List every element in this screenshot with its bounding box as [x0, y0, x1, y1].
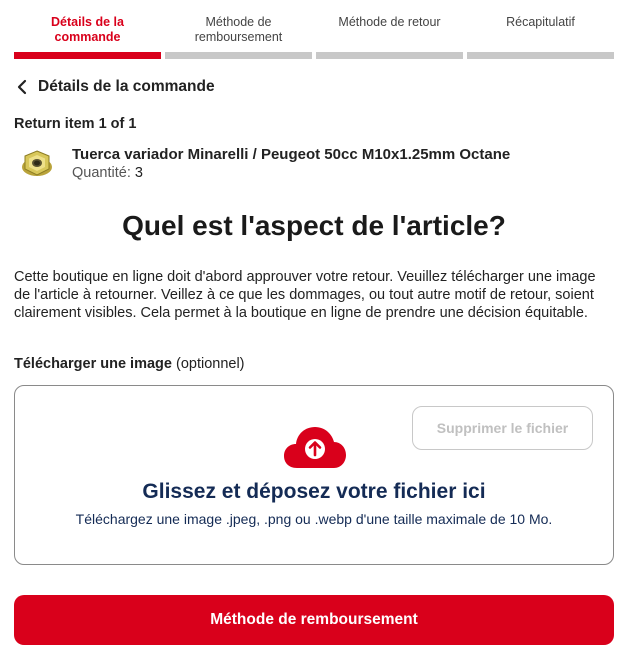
- return-item-count: Return item 1 of 1: [14, 116, 137, 132]
- quantity-value: 3: [134, 165, 143, 181]
- back-label: Détails de la commande: [38, 78, 215, 95]
- quantity-label: Quantité:: [72, 165, 131, 181]
- step-label: Détails de la commande: [51, 15, 124, 44]
- back-link[interactable]: [16, 78, 215, 96]
- step-bar: [467, 52, 614, 59]
- step-bar: [165, 52, 312, 59]
- upload-title-label: Télécharger une image: [14, 356, 172, 372]
- upload-title: [14, 356, 245, 372]
- file-dropzone[interactable]: [14, 385, 614, 565]
- step-label: Méthode de remboursement: [194, 15, 283, 44]
- step-refund-method[interactable]: [165, 0, 312, 60]
- step-order-details[interactable]: [14, 0, 161, 60]
- step-bar: [316, 52, 463, 59]
- dropzone-hint: Téléchargez une image .jpeg, .png ou .webp d'une taille maximale de 10 Mo.: [75, 511, 553, 527]
- product-thumbnail: [20, 147, 54, 181]
- instructions-text: Cette boutique en ligne doit d'abord approuver votre retour. Veuillez télécharger une image de l'article à retourner. Veillez à ce que les dommages, ou tout autre motif de retour, soient clairement visibles. Cela permet à la boutique en ligne de prendre une décision équitable.: [14, 269, 596, 321]
- upload-optional-label: (optionnel): [175, 356, 245, 372]
- product-quantity: [72, 164, 510, 182]
- chevron-left-icon: [16, 79, 28, 95]
- step-label: Récapitulatif: [506, 15, 575, 29]
- step-return-method[interactable]: [316, 0, 463, 60]
- product-name: Tuerca variador Minarelli / Peugeot 50cc M10x1.25mm Octane: [72, 146, 511, 163]
- progress-steps: [14, 0, 614, 60]
- step-label: Méthode de retour: [338, 15, 441, 29]
- refund-method-button[interactable]: Méthode de remboursement: [14, 595, 614, 645]
- step-summary[interactable]: [467, 0, 614, 60]
- cloud-upload-icon: [283, 424, 347, 470]
- step-bar: [14, 52, 161, 59]
- product-info: [72, 146, 510, 182]
- dropzone-title: Glissez et déposez votre fichier ici: [142, 480, 486, 503]
- page-heading: Quel est l'aspect de l'article?: [122, 210, 506, 241]
- product-row: [20, 146, 510, 182]
- delete-file-button[interactable]: Supprimer le fichier: [412, 406, 593, 450]
